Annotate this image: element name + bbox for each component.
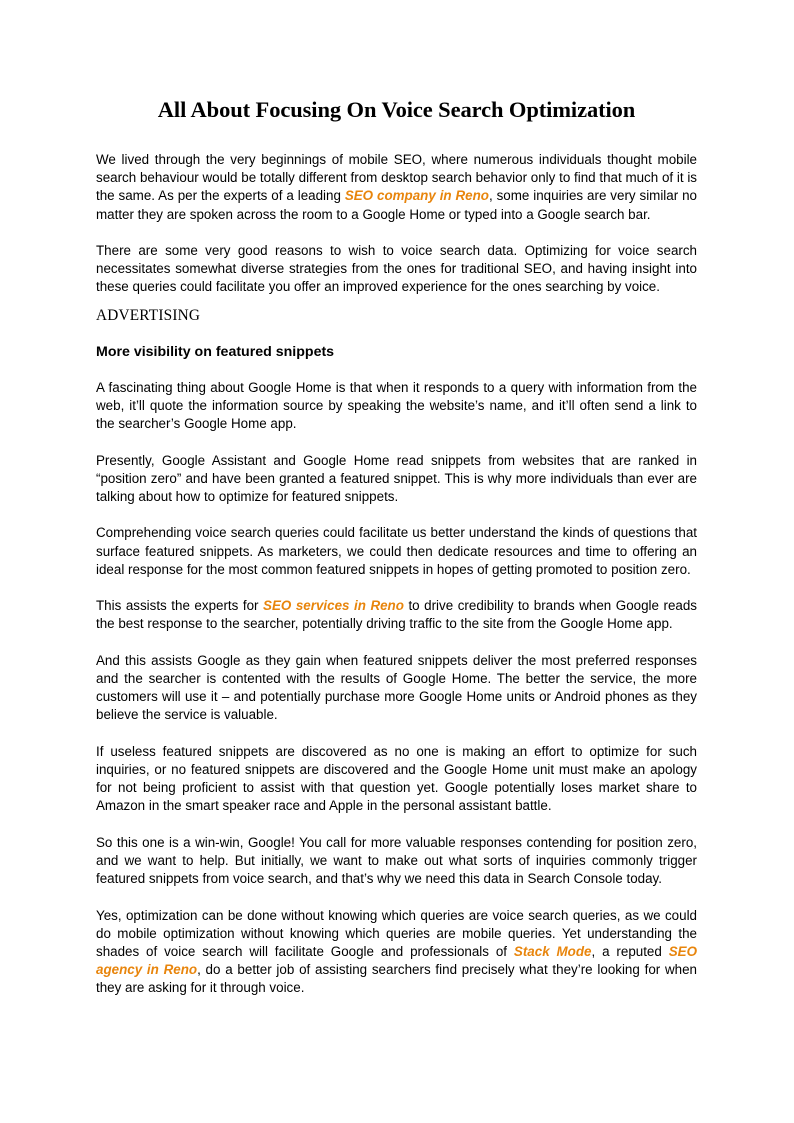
section-paragraph-3: Comprehending voice search queries could facilitate us better understand the kinds of questions that surface featured snippets. As marketers, we could then dedicate resources and time to offering an ideal response for the most common featured snippets in hopes of getting promoted to position zero. xyxy=(96,525,697,577)
stack-mode-link[interactable]: Stack Mode xyxy=(513,943,592,959)
section-paragraph-5: And this assists Google as they gain when featured snippets deliver the most preferred responses and the searcher is contented with the results of Google Home. The better the service, the more customers will use it – and potentially purchase more Google Home units or Android phones as they believe the service is valuable. xyxy=(96,652,697,723)
intro-paragraph-1-text-a: We lived through the very beginnings of mobile SEO, where numerous individuals thought mobile search behaviour would be totally different from desktop search behavior only to find that much of it is the same. As per the experts of a leading xyxy=(96,152,697,204)
section-paragraph-4 xyxy=(96,597,697,633)
document-page xyxy=(96,92,697,1016)
section-paragraph-6: If useless featured snippets are discovered as no one is making an effort to optimize for such inquiries, or no featured snippets are discovered and the Google Home unit must make an apology for not being proficient to assist with that question yet. Google potentially loses market share to Amazon in the smart speaker race and Apple in the personal assistant battle. xyxy=(96,743,697,814)
seo-company-link[interactable]: SEO company in Reno xyxy=(344,188,489,204)
intro-paragraph-1-text-b: , some inquiries are very similar no matter they are spoken across the room to a Google Home or typed into a Google search bar. xyxy=(96,188,697,222)
section-paragraph-8-text-b: , a reputed xyxy=(591,943,669,959)
section-paragraph-8-text-c: , do a better job of assisting searchers find precisely what they’re looking for when they are asking for it through voice. xyxy=(96,962,697,996)
section-paragraph-4-text-a: This assists the experts for xyxy=(96,598,264,614)
intro-paragraph-1 xyxy=(96,151,697,224)
page-title: All About Focusing On Voice Search Optimization xyxy=(157,97,636,122)
section-paragraph-8-text-a: Yes, optimization can be done without knowing which queries are voice search queries, as we could do mobile optimization without knowing which queries are mobile queries. Yet understanding the shades of voice search will facilitate Google and professionals of xyxy=(96,907,697,959)
advertising-label: ADVERTISING xyxy=(96,306,201,324)
section-paragraph-7: So this one is a win-win, Google! You call for more valuable responses contending for position zero, and we want to help. But initially, we want to make out what sorts of inquiries commonly trigger featured snippets from voice search, and that’s why we need this data in Search Console today. xyxy=(96,834,697,887)
intro-paragraph-2: There are some very good reasons to wish to voice search data. Optimizing for voice search necessitates somewhat diverse strategies from the ones for traditional SEO, and having insight into these queries could facilitate you offer an improved experience for the ones searching by voice. xyxy=(96,243,697,295)
section-paragraph-1: A fascinating thing about Google Home is that when it responds to a query with information from the web, it’ll quote the information source by speaking the website’s name, and it’ll often send a link to the searcher’s Google Home app. xyxy=(96,379,697,432)
seo-agency-link[interactable]: SEO agency in Reno xyxy=(96,943,697,978)
section-paragraph-2: Presently, Google Assistant and Google Home read snippets from websites that are ranked in “position zero” and have been granted a featured snippet. This is why more individuals than ever are talking about how to optimize for featured snippets. xyxy=(96,452,697,504)
section-heading: More visibility on featured snippets xyxy=(96,343,335,360)
section-paragraph-8 xyxy=(96,907,697,998)
seo-services-link[interactable]: SEO services in Reno xyxy=(263,598,404,614)
section-paragraph-4-text-b: to drive credibility to brands when Google reads the best response to the searcher, potentially driving traffic to the site from the Google Home app. xyxy=(96,598,697,632)
